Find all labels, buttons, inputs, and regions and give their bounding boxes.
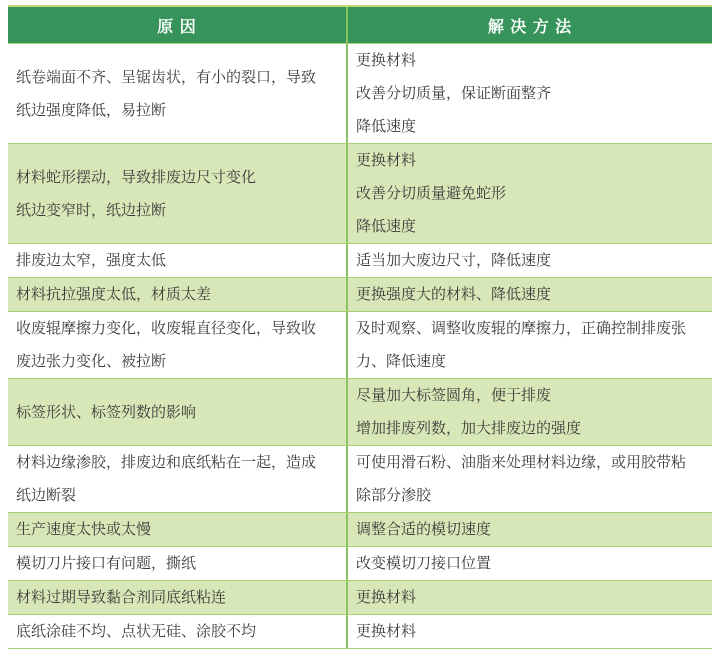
cause-cell — [8, 379, 348, 445]
table-row — [8, 278, 712, 312]
cell-line: 收废辊摩擦力变化，收废辊直径变化，导致收 — [16, 320, 317, 337]
cell-line: 改善分切质量避免蛇形 — [356, 185, 507, 202]
cause-cell — [8, 44, 348, 143]
solution-cell — [348, 581, 712, 614]
cell-line: 改变模切刀接口位置 — [356, 555, 492, 572]
cause-cell — [8, 446, 348, 512]
cell-line: 尽量加大标签圆角，便于排废 — [356, 387, 552, 404]
header-cell-solution: 解 决 方 法 — [487, 18, 573, 36]
cell-line: 底纸涂硅不均、点状无硅、涂胶不均 — [16, 623, 257, 640]
cause-cell — [8, 312, 348, 378]
cell-line: 更换材料 — [356, 152, 417, 169]
cell-line: 及时观察、调整收废辊的摩擦力，正确控制排废张 — [356, 320, 687, 337]
table-row — [8, 379, 712, 446]
cell-line: 力、降低速度 — [356, 353, 447, 370]
solution-cell — [348, 513, 712, 546]
cell-line: 生产速度太快或太慢 — [16, 521, 152, 538]
cell-line: 标签形状、标签列数的影响 — [16, 403, 197, 421]
table-body — [8, 44, 712, 649]
solution-cell — [348, 615, 712, 648]
cell-line: 材料过期导致黏合剂同底纸粘连 — [16, 589, 227, 606]
cause-cell — [8, 615, 348, 648]
cell-line: 增加排废列数，加大排废边的强度 — [356, 420, 582, 437]
cause-solution-table — [8, 5, 712, 649]
cell-line: 废边张力变化、被拉断 — [16, 353, 167, 370]
cell-line: 更换材料 — [356, 589, 417, 606]
cell-line: 纸边断裂 — [16, 487, 77, 504]
cell-line: 纸边强度降低，易拉断 — [16, 101, 167, 119]
cell-line: 材料蛇形摆动，导致排废边尺寸变化 — [16, 168, 257, 186]
cell-line: 降低速度 — [356, 218, 417, 235]
cause-cell — [8, 513, 348, 546]
solution-cell — [348, 44, 712, 143]
table-row — [8, 615, 712, 649]
cell-line: 材料抗拉强度太低，材质太差 — [16, 286, 212, 303]
cause-cell — [8, 547, 348, 580]
cell-line: 适当加大废边尺寸，降低速度 — [356, 252, 552, 269]
cell-line: 改善分切质量，保证断面整齐 — [356, 85, 552, 102]
cell-line: 排废边太窄，强度太低 — [16, 252, 167, 269]
table-row — [8, 244, 712, 278]
cell-line: 纸卷端面不齐、呈锯齿状，有小的裂口，导致 — [16, 68, 317, 86]
cell-line: 更换材料 — [356, 623, 417, 640]
cell-line: 调整合适的模切速度 — [356, 521, 492, 538]
cell-line: 降低速度 — [356, 118, 417, 135]
cell-line: 更换材料 — [356, 52, 417, 69]
table-row — [8, 581, 712, 615]
cell-line: 除部分渗胶 — [356, 487, 432, 504]
solution-cell — [348, 278, 712, 311]
table-row — [8, 144, 712, 244]
table-row — [8, 513, 712, 547]
cell-line: 材料边缘渗胶，排废边和底纸粘在一起，造成 — [16, 454, 317, 471]
table-row — [8, 312, 712, 379]
cell-line: 可使用滑石粉、油脂来处理材料边缘，或用胶带粘 — [356, 454, 687, 471]
cell-line: 纸边变窄时，纸边拉断 — [16, 201, 167, 219]
solution-cell — [348, 312, 712, 378]
cause-cell — [8, 278, 348, 311]
table-row — [8, 446, 712, 513]
solution-cell — [348, 244, 712, 277]
solution-cell — [348, 379, 712, 445]
table-row — [8, 44, 712, 144]
cause-cell — [8, 144, 348, 243]
table-row — [8, 547, 712, 581]
cell-line: 更换强度大的材料、降低速度 — [356, 286, 552, 303]
solution-cell — [348, 144, 712, 243]
header-cell-cause: 原 因 — [8, 7, 348, 43]
solution-cell — [348, 547, 712, 580]
solution-cell — [348, 446, 712, 512]
cause-cell — [8, 244, 348, 277]
table-header — [8, 7, 712, 44]
cell-line: 模切刀片接口有问题，撕纸 — [16, 555, 197, 572]
cause-cell — [8, 581, 348, 614]
